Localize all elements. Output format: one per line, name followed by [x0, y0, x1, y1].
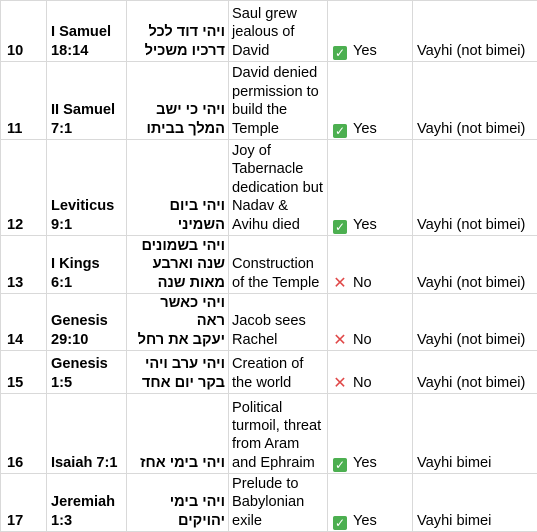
- hebrew-line: ויהי בימי: [129, 493, 225, 511]
- match-label: Yes: [353, 217, 377, 233]
- match-cell[interactable]: [328, 351, 413, 394]
- row-number-cell[interactable]: [1, 394, 47, 474]
- hebrew-line: מאות שנה: [129, 274, 225, 292]
- reference-cell[interactable]: [47, 294, 127, 351]
- description-text: Construction of the Temple: [232, 256, 319, 290]
- match-label: Yes: [353, 121, 377, 137]
- hebrew-line: ויהי בשמונים: [129, 237, 225, 255]
- form-text: Vayhi (not bimei): [417, 121, 525, 137]
- hebrew-line: דרכיו משכיל: [129, 42, 225, 60]
- description-cell[interactable]: [229, 140, 328, 236]
- hebrew-line: בקר יום אחד: [129, 374, 225, 392]
- form-text: Vayhi bimei: [417, 513, 491, 529]
- table-row: [1, 474, 537, 532]
- reference-line: Leviticus: [51, 197, 124, 215]
- row-number-cell[interactable]: [1, 1, 47, 62]
- table-row: [1, 294, 537, 351]
- row-number-cell[interactable]: [1, 474, 47, 532]
- form-cell[interactable]: [413, 62, 537, 140]
- hebrew-line: ויהי דוד לכל: [129, 23, 225, 41]
- reference-line: Isaiah 7:1: [51, 454, 124, 472]
- reference-cell[interactable]: [47, 236, 127, 294]
- form-text: Vayhi (not bimei): [417, 43, 525, 59]
- check-icon: ✓: [333, 220, 347, 234]
- reference-line: 9:1: [51, 216, 124, 234]
- row-number: 11: [7, 121, 22, 137]
- hebrew-cell[interactable]: [127, 140, 229, 236]
- row-number: 13: [7, 275, 23, 291]
- match-label: No: [353, 375, 372, 391]
- cross-icon: ✕: [333, 377, 347, 391]
- match-label: Yes: [353, 43, 377, 59]
- row-number: 17: [7, 513, 23, 529]
- check-icon: ✓: [333, 516, 347, 530]
- hebrew-line: ויהי ביום: [129, 197, 225, 215]
- hebrew-cell[interactable]: [127, 1, 229, 62]
- table-row: [1, 351, 537, 394]
- description-cell[interactable]: [229, 62, 328, 140]
- row-number: 15: [7, 375, 23, 391]
- reference-line: 1:5: [51, 374, 124, 392]
- match-cell[interactable]: [328, 1, 413, 62]
- form-cell[interactable]: [413, 236, 537, 294]
- hebrew-cell[interactable]: [127, 62, 229, 140]
- check-icon: ✓: [333, 124, 347, 138]
- description-cell[interactable]: [229, 394, 328, 474]
- match-cell[interactable]: [328, 62, 413, 140]
- row-number-cell[interactable]: [1, 62, 47, 140]
- form-text: Vayhi (not bimei): [417, 375, 525, 391]
- hebrew-line: ויהי כי ישב: [129, 101, 225, 119]
- form-cell[interactable]: [413, 394, 537, 474]
- description-cell[interactable]: [229, 1, 328, 62]
- form-cell[interactable]: [413, 351, 537, 394]
- match-cell[interactable]: [328, 236, 413, 294]
- description-cell[interactable]: [229, 351, 328, 394]
- cross-icon: ✕: [333, 277, 347, 291]
- hebrew-cell[interactable]: [127, 474, 229, 532]
- hebrew-line: ויהי כאשר ראה: [129, 294, 225, 331]
- match-label: No: [353, 332, 372, 348]
- hebrew-line: ויהי ערב ויהי: [129, 355, 225, 373]
- reference-cell[interactable]: [47, 351, 127, 394]
- reference-line: I Kings 6:1: [51, 255, 124, 292]
- match-cell[interactable]: [328, 394, 413, 474]
- reference-line: 18:14: [51, 42, 124, 60]
- hebrew-cell[interactable]: [127, 394, 229, 474]
- row-number-cell[interactable]: [1, 236, 47, 294]
- match-cell[interactable]: [328, 474, 413, 532]
- description-cell[interactable]: [229, 294, 328, 351]
- row-number-cell[interactable]: [1, 351, 47, 394]
- row-number: 12: [7, 217, 23, 233]
- reference-cell[interactable]: [47, 1, 127, 62]
- description-text: David denied permission to build the Temple: [232, 65, 319, 136]
- check-icon: ✓: [333, 46, 347, 60]
- hebrew-line: שנה וארבע: [129, 255, 225, 273]
- form-cell[interactable]: [413, 1, 537, 62]
- form-text: Vayhi (not bimei): [417, 332, 525, 348]
- table-body: [1, 1, 537, 532]
- hebrew-cell[interactable]: [127, 351, 229, 394]
- reference-line: Genesis: [51, 355, 124, 373]
- reference-cell[interactable]: [47, 62, 127, 140]
- form-text: Vayhi (not bimei): [417, 217, 525, 233]
- reference-line: 1:3: [51, 512, 124, 530]
- reference-line: II Samuel: [51, 101, 124, 119]
- row-number-cell[interactable]: [1, 294, 47, 351]
- table-row: [1, 394, 537, 474]
- description-text: Creation of the world: [232, 356, 303, 390]
- match-cell[interactable]: [328, 140, 413, 236]
- reference-line: 7:1: [51, 120, 124, 138]
- cross-icon: ✕: [333, 334, 347, 348]
- hebrew-cell[interactable]: [127, 236, 229, 294]
- match-label: Yes: [353, 455, 377, 471]
- form-cell[interactable]: [413, 294, 537, 351]
- table-row: [1, 1, 537, 62]
- row-number: 14: [7, 332, 23, 348]
- reference-cell[interactable]: [47, 474, 127, 532]
- description-cell[interactable]: [229, 474, 328, 532]
- description-text: Joy of Tabernacle dedication but Nadav & Avihu died: [232, 143, 323, 233]
- row-number-cell[interactable]: [1, 140, 47, 236]
- match-label: No: [353, 275, 372, 291]
- hebrew-line: יהויקים: [129, 512, 225, 530]
- form-text: Vayhi bimei: [417, 455, 491, 471]
- check-icon: ✓: [333, 458, 347, 472]
- description-text: Jacob sees Rachel: [232, 313, 306, 347]
- description-text: Saul grew jealous of David: [232, 6, 297, 59]
- reference-line: 29:10: [51, 331, 124, 349]
- row-number: 16: [7, 455, 23, 471]
- reference-line: Genesis: [51, 312, 124, 330]
- table-row: [1, 140, 537, 236]
- form-text: Vayhi (not bimei): [417, 275, 525, 291]
- reference-line: I Samuel: [51, 23, 124, 41]
- table-row: [1, 62, 537, 140]
- form-cell[interactable]: [413, 140, 537, 236]
- form-cell[interactable]: [413, 474, 537, 532]
- hebrew-line: השמיני: [129, 216, 225, 234]
- reference-line: Jeremiah: [51, 493, 124, 511]
- description-text: Political turmoil, threat from Aram and Ephraim: [232, 400, 321, 471]
- description-text: Prelude to Babylonian exile: [232, 476, 304, 529]
- hebrew-line: ויהי בימי אחז: [129, 454, 225, 472]
- match-label: Yes: [353, 513, 377, 529]
- table-row: [1, 236, 537, 294]
- match-cell[interactable]: [328, 294, 413, 351]
- reference-cell[interactable]: [47, 394, 127, 474]
- hebrew-cell[interactable]: [127, 294, 229, 351]
- row-number: 10: [7, 43, 23, 59]
- description-cell[interactable]: [229, 236, 328, 294]
- hebrew-line: המלך בביתו: [129, 120, 225, 138]
- reference-cell[interactable]: [47, 140, 127, 236]
- hebrew-line: יעקב את רחל: [129, 331, 225, 349]
